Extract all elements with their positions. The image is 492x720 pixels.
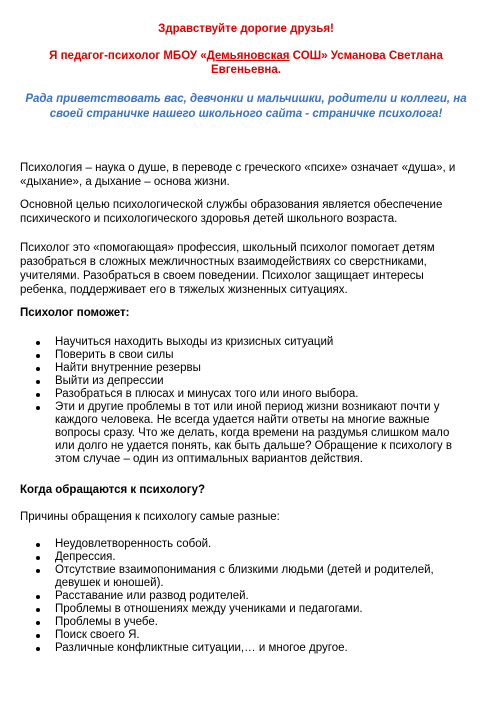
paragraph-goal: Основной целью психологической службы образования является обеспечение психического и психологического здоровья детей школьного возраста. [20, 199, 443, 225]
when-lead: Причины обращения к психологу самые разные: [20, 511, 280, 523]
list-item: Проблемы в учебе. [20, 616, 472, 629]
paragraph-definition: Психология – наука о душе, в переводе с греческого «психе» означает «душа», и «дыхание», а дыхание – основа жизни. [20, 162, 456, 188]
intro-text-after: СОШ» Усманова Светлана Евгеньевна. [211, 50, 443, 76]
list-item: Эти и другие проблемы в тот или иной период жизни возникают почти у каждого человека. Не всегда удается найти ответы на многие важные вопросы сразу. Что же делать, когда времени на раздумья слишком мало или долго не удается понять, как быть дальше? Обращение к психологу в этом случае – один из оптимальных вариантов действия. [20, 401, 472, 466]
paragraph-profession: Психолог это «помогающая» профессия, школьный психолог помогает детям разобраться в сложных межличностных взаимодействиях со сверстниками, учителями. Разобраться в своем поведении. Психолог защищает интересы ребенка, поддерживает его в тяжелых жизненных ситуациях. [20, 242, 435, 296]
helps-list [20, 336, 472, 466]
list-item: Поверить в свои силы [20, 349, 472, 362]
list-item: Разобраться в плюсах и минусах того или иного выбора. [20, 388, 472, 401]
when-heading: Когда обращаются к психологу? [20, 484, 205, 496]
school-link[interactable]: Демьяновская [206, 50, 290, 62]
list-item: Научиться находить выходы из кризисных ситуаций [20, 336, 472, 349]
when-list [20, 538, 472, 655]
intro-text-before: Я педагог-психолог МБОУ « [49, 50, 207, 62]
list-item: Найти внутренние резервы [20, 362, 472, 375]
list-item: Проблемы в отношениях между учениками и педагогами. [20, 603, 472, 616]
greeting-heading: Здравствуйте дорогие друзья! [158, 23, 334, 35]
list-item: Выйти из депрессии [20, 375, 472, 388]
list-item: Отсутствие взаимопонимания с близкими людьми (детей и родителей, девушек и юношей). [20, 564, 472, 590]
helps-heading: Психолог поможет: [20, 307, 130, 319]
list-item: Поиск своего Я. [20, 629, 472, 642]
list-item: Различные конфликтные ситуации,… и многое другое. [20, 642, 472, 655]
list-item: Расставание или развод родителей. [20, 590, 472, 603]
list-item: Депрессия. [20, 551, 472, 564]
welcome-message: Рада приветствовать вас, девчонки и мальчишки, родители и коллеги, на своей страничке нашего школьного сайта - страничке психолога! [25, 93, 467, 120]
list-item: Неудовлетворенность собой. [20, 538, 472, 551]
author-intro [20, 49, 472, 77]
